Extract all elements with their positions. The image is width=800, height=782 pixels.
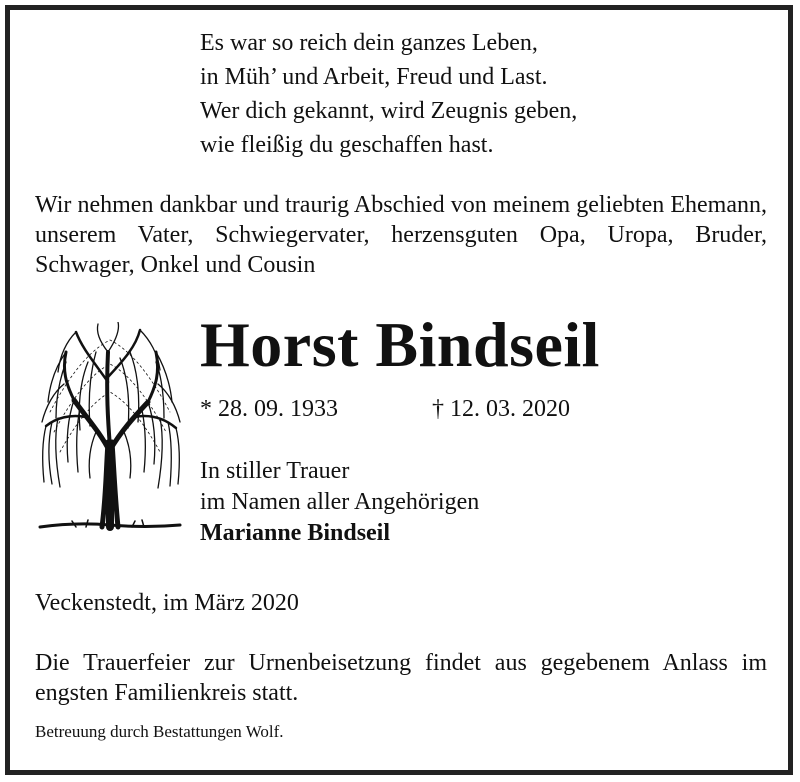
- mourning-line: In stiller Trauer: [200, 458, 350, 484]
- memorial-poem: [200, 26, 577, 162]
- poem-line: in Müh’ und Arbeit, Freud und Last.: [200, 64, 548, 90]
- signer-name: Marianne Bindseil: [200, 520, 391, 546]
- poem-line: Es war so reich dein ganzes Leben,: [200, 30, 538, 56]
- poem-line: Wer dich gekannt, wird Zeugnis geben,: [200, 98, 578, 124]
- ceremony-notice: Die Trauerfeier zur Urnenbeisetzung findet aus gegebenem Anlass im engsten Familienkreis statt.: [35, 650, 767, 706]
- mourners-block: [200, 456, 479, 549]
- place-date: Veckenstedt, im März 2020: [35, 590, 299, 616]
- farewell-text: Wir nehmen dankbar und traurig Abschied von meinem geliebten Ehemann, unserem Vater, Schwiegervater, herzensguten Opa, Uropa, Bruder, Schwager, Onkel und Cousin: [35, 192, 767, 278]
- birth-date: * 28. 09. 1933: [200, 396, 338, 422]
- death-date: † 12. 03. 2020: [432, 396, 570, 422]
- poem-line: wie fleißig du geschaffen hast.: [200, 132, 494, 158]
- relatives-line: im Namen aller Angehörigen: [200, 489, 480, 515]
- funeral-home-note: Betreuung durch Bestattungen Wolf.: [35, 722, 284, 741]
- weeping-tree-icon: [36, 322, 184, 532]
- deceased-name: Horst Bindseil: [200, 309, 600, 380]
